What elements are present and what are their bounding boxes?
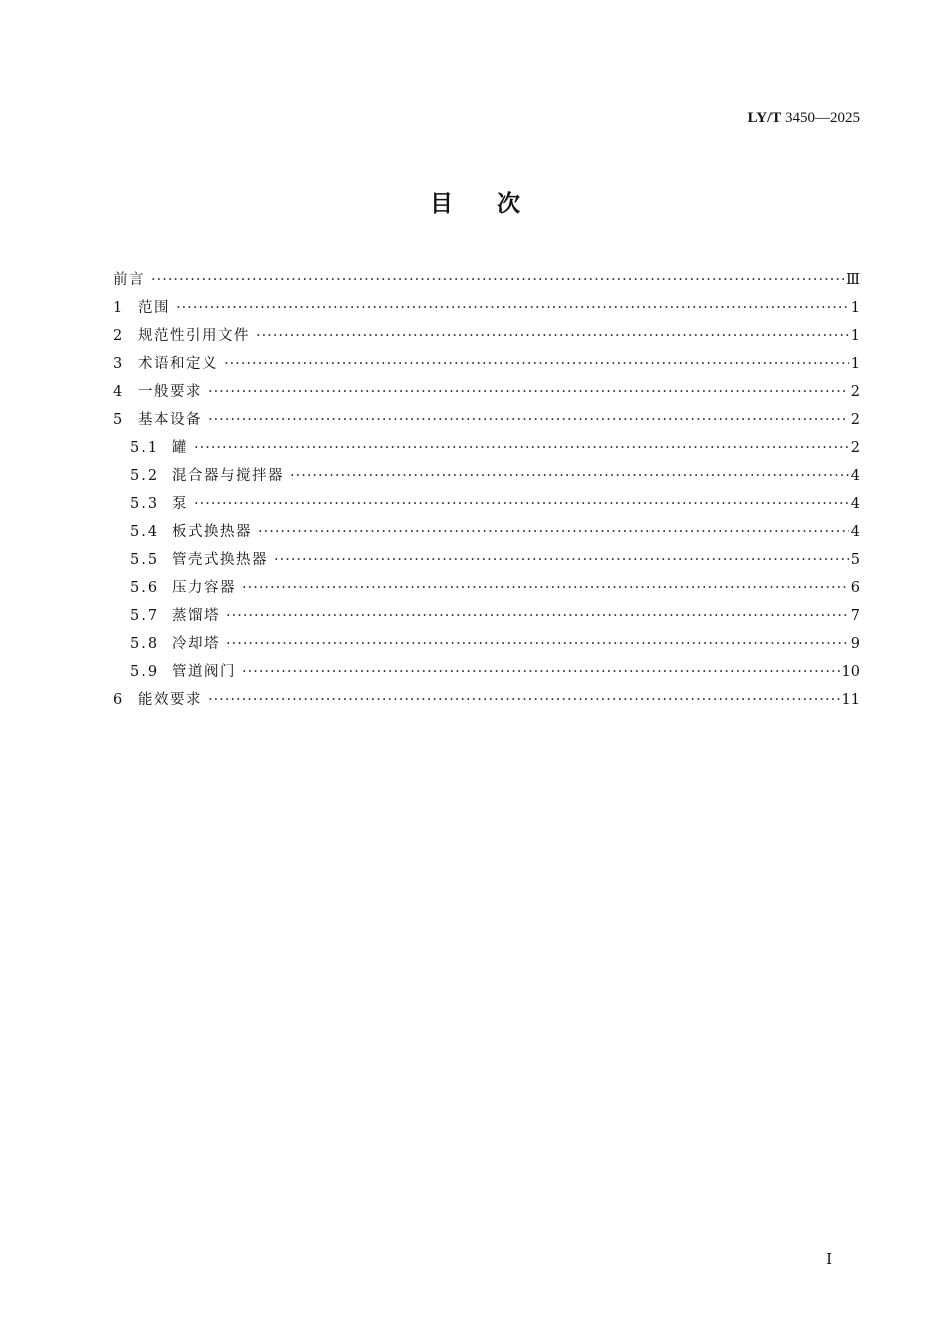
toc-entry-5-3[interactable] [113, 490, 860, 518]
toc-entry-number: 6 [113, 692, 123, 708]
toc-entry-number: 5.2 [130, 468, 160, 484]
toc-entry-page: 4 [850, 496, 860, 512]
toc-leader-dots [176, 294, 849, 322]
toc-entry-number: 5 [113, 412, 123, 428]
toc-entry-number: 1 [113, 300, 123, 316]
toc-leader-dots [258, 518, 849, 546]
toc-entry-page: 4 [850, 468, 860, 484]
toc-entry-number: 5.4 [130, 524, 160, 540]
toc-entry-page: 2 [850, 440, 860, 456]
toc-entry-number: 2 [113, 328, 123, 344]
toc-leader-dots [194, 434, 849, 462]
toc-entry-page: 11 [841, 692, 860, 708]
toc-entry-5-8[interactable] [113, 630, 860, 658]
toc-entry-label: 管壳式换热器 [172, 552, 268, 568]
toc-leader-dots [194, 490, 849, 518]
toc-leader-dots [224, 350, 849, 378]
toc-entry-label: 泵 [172, 496, 188, 512]
toc-entry-label: 蒸馏塔 [172, 608, 220, 624]
toc-entry-label: 压力容器 [172, 580, 236, 596]
toc-entry-label: 管道阀门 [172, 664, 236, 680]
toc-entry-5-2[interactable] [113, 462, 860, 490]
toc-entry-5-7[interactable] [113, 602, 860, 630]
toc-entry-page: 1 [850, 300, 860, 316]
footer-page-number: I [826, 1250, 832, 1268]
toc-entry-5-4[interactable] [113, 518, 860, 546]
toc-entry-page: 1 [850, 328, 860, 344]
toc-entry-page: 6 [850, 580, 860, 596]
toc-entry-page: 4 [850, 524, 860, 540]
toc-entry-foreword[interactable] [113, 266, 860, 294]
toc-entry-label: 前言 [113, 272, 145, 288]
toc-entry-6[interactable] [113, 686, 860, 714]
toc-leader-dots [274, 546, 849, 574]
toc-entry-label: 基本设备 [138, 412, 202, 428]
toc-entry-5-1[interactable] [113, 434, 860, 462]
toc-entry-2[interactable] [113, 322, 860, 350]
toc-entry-label: 板式换热器 [172, 524, 252, 540]
toc-entry-page: 7 [850, 608, 860, 624]
toc-leader-dots [242, 658, 840, 686]
toc-entry-number: 5.7 [130, 608, 160, 624]
toc-entry-page: 2 [850, 384, 860, 400]
toc-entry-5-6[interactable] [113, 574, 860, 602]
toc-entry-number: 5.8 [130, 636, 160, 652]
toc-leader-dots [226, 630, 849, 658]
toc-entry-label: 一般要求 [138, 384, 202, 400]
toc-entry-label: 规范性引用文件 [138, 328, 250, 344]
toc-entry-5[interactable] [113, 406, 860, 434]
toc-entry-label: 混合器与搅拌器 [172, 468, 284, 484]
table-of-contents [113, 266, 860, 714]
toc-entry-page: 10 [841, 664, 860, 680]
standard-prefix: LY/T [747, 110, 782, 126]
toc-entry-number: 3 [113, 356, 123, 372]
toc-entry-number: 5.3 [130, 496, 160, 512]
toc-leader-dots [208, 406, 849, 434]
toc-entry-page: 1 [850, 356, 860, 372]
toc-entry-3[interactable] [113, 350, 860, 378]
standard-code [748, 110, 860, 127]
toc-entry-5-5[interactable] [113, 546, 860, 574]
toc-entry-number: 5.9 [130, 664, 160, 680]
toc-entry-page: Ⅲ [846, 272, 860, 288]
standard-number: 3450—2025 [785, 110, 860, 126]
toc-entry-page: 5 [850, 552, 860, 568]
toc-leader-dots [151, 266, 844, 294]
toc-entry-number: 4 [113, 384, 123, 400]
toc-leader-dots [242, 574, 849, 602]
toc-entry-label: 范围 [138, 300, 170, 316]
toc-entry-5-9[interactable] [113, 658, 860, 686]
toc-entry-label: 能效要求 [138, 692, 202, 708]
toc-leader-dots [256, 322, 849, 350]
toc-leader-dots [290, 462, 849, 490]
toc-entry-label: 冷却塔 [172, 636, 220, 652]
toc-entry-number: 5.1 [130, 440, 160, 456]
toc-leader-dots [208, 378, 849, 406]
toc-entry-4[interactable] [113, 378, 860, 406]
toc-leader-dots [208, 686, 840, 714]
toc-entry-1[interactable] [113, 294, 860, 322]
toc-entry-number: 5.5 [130, 552, 160, 568]
toc-entry-label: 罐 [172, 440, 188, 456]
toc-entry-page: 9 [850, 636, 860, 652]
toc-entry-page: 2 [850, 412, 860, 428]
toc-leader-dots [226, 602, 849, 630]
toc-entry-number: 5.6 [130, 580, 160, 596]
toc-entry-label: 术语和定义 [138, 356, 218, 372]
page-title: 目次 [430, 191, 564, 217]
